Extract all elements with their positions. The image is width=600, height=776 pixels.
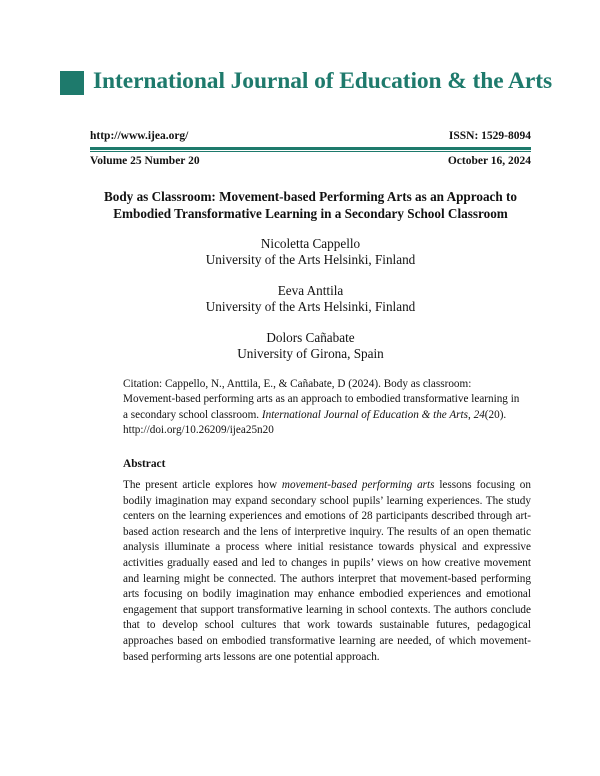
citation-separator: , [468,408,474,421]
abstract-heading: Abstract [123,458,166,470]
author-block [80,236,541,268]
journal-logo-square [60,71,84,95]
author-affiliation: University of the Arts Helsinki, Finland [205,252,416,267]
author-name: Eeva Anttila [277,283,344,298]
author-affiliation: University of the Arts Helsinki, Finland [205,299,416,314]
author-block [80,330,541,362]
article-title [80,188,541,222]
citation-doi[interactable]: (20). http://doi.org/10.26209/ijea25n20 [123,408,507,436]
author-name: Nicoletta Cappello [260,236,361,251]
volume-number: Volume 25 Number 20 [90,155,200,167]
abstract-italic-term: movement-based performing arts [281,479,435,491]
header-rule-thin [90,151,531,152]
abstract-intro: The present article explores how [123,479,282,491]
citation-volume: 24 [473,408,485,421]
citation-journal: International Journal of Education & the Arts [261,408,469,421]
citation-text: Citation: Cappello, N., Anttila, E., & Cañabate, D (2024). Body as classroom: Movement-based performing arts as an approach to embodied transformative learning in a secondary school classroom. [123,378,520,421]
author-affiliation: University of Girona, Spain [237,346,384,361]
author-name: Dolors Cañabate [266,330,355,345]
abstract-body [123,478,531,665]
abstract-text: lessons focusing on bodily imagination may expand secondary school pupils’ learning experiences. The study centers on the learning experiences and emotions of 28 participants described through art-based action research and the lens of interpretive inquiry. The results of an open thematic analysis illuminate a process where initial resistance towards physical and expressive activities gradually eased and led to changes in pupils’ views on how creative movement and learning might be connected. The authors interpret that movement-based performing arts focusing on bodily imagination may enhance embodied experiences and emotional engagement that support transformative learning in school contexts. The authors conclude that to develop school cultures that work towards sustainable futures, pedagogical approaches based on embodied transformative learning are needed, of which movement-based performing arts lessons are one potential approach. [123,479,531,663]
article-title-line: Embodied Transformative Learning in a Secondary School Classroom [113,206,508,221]
journal-title: International Journal of Education & the Arts [93,68,552,94]
journal-url[interactable]: http://www.ijea.org/ [90,130,189,142]
header-rule-thick [90,147,531,150]
article-title-line: Body as Classroom: Movement-based Performing Arts as an Approach to [103,189,518,204]
author-block [80,283,541,315]
publication-date: October 16, 2024 [447,155,531,167]
issn: ISSN: 1529-8094 [448,130,531,142]
citation [123,377,523,438]
